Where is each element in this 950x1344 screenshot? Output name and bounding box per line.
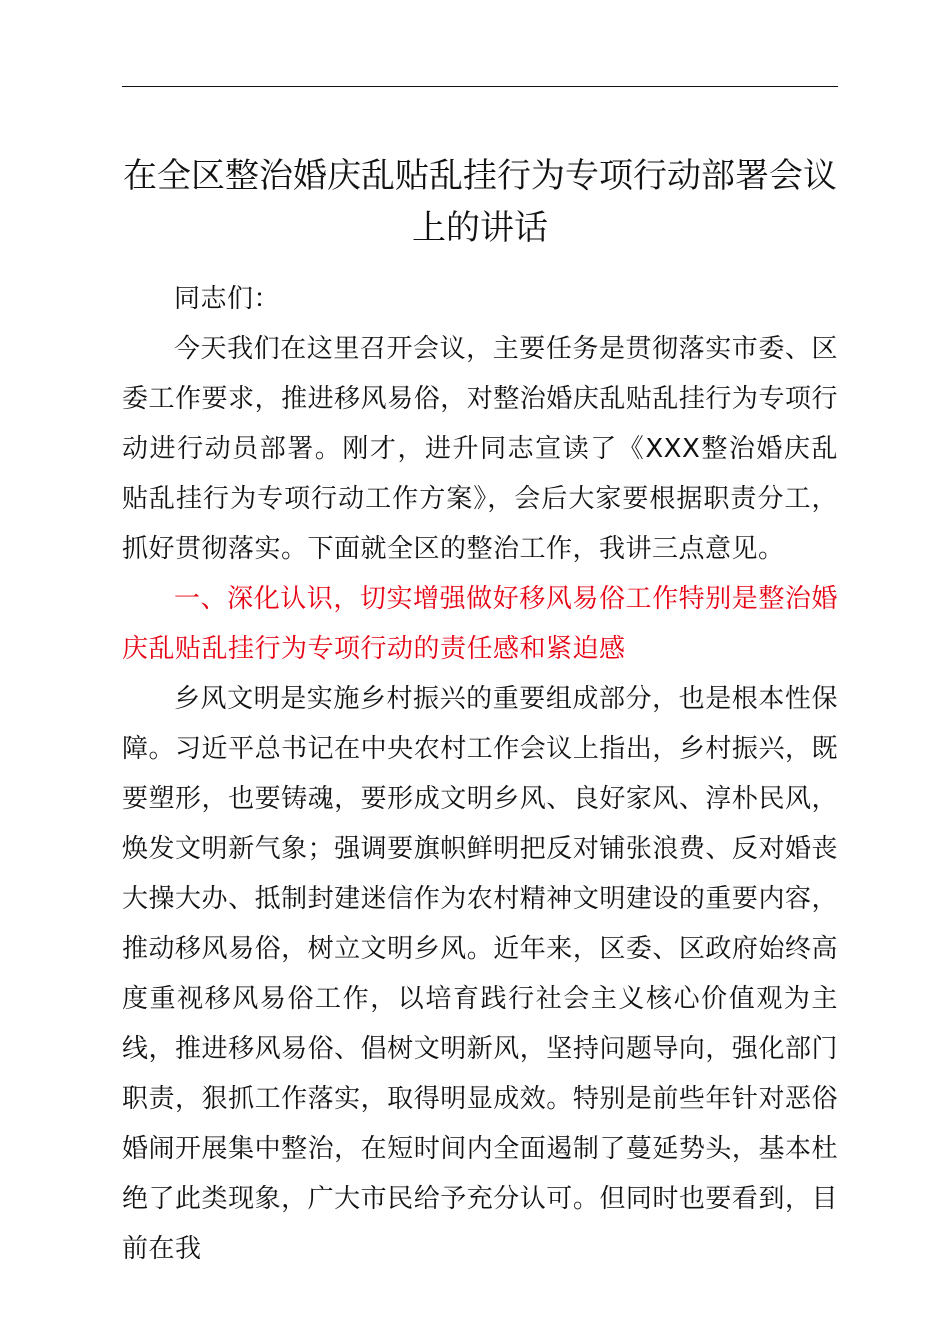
document-title: 在全区整治婚庆乱贴乱挂行为专项行动部署会议上的讲话: [123, 156, 837, 248]
document-body: [122, 274, 838, 1274]
greeting: 同志们：: [174, 284, 281, 314]
paragraph: 乡风文明是实施乡村振兴的重要组成部分，也是根本性保障。习近平总书记在中央农村工作会议上指出，乡村振兴，既要塑形，也要铸魂，要形成文明乡风、良好家风、淳朴民风，焕发文明新气象；强调要旗帜鲜明把反对铺张浪费、反对婚丧大操大办、抵制封建迷信作为农村精神文明建设的重要内容，推动移风易俗，树立文明乡风。近年来，区委、区政府始终高度重视移风易俗工作，以培育践行社会主义核心价值观为主线，推进移风易俗、倡树文明新风，坚持问题导向，强化部门职责，狠抓工作落实，取得明显成效。特别是前些年针对恶俗婚闹开展集中整治，在短时间内全面遏制了蔓延势头，基本杜绝了此类现象，广大市民给予充分认可。但同时也要看到，目前在我: [122, 684, 838, 1264]
header-rule: [122, 86, 838, 87]
paragraph: 今天我们在这里召开会议，主要任务是贯彻落实市委、区委工作要求，推进移风易俗，对整治婚庆乱贴乱挂行为专项行动进行动员部署。刚才，进升同志宣读了《XXX整治婚庆乱贴乱挂行为专项行动工作方案》，会后大家要根据职责分工，抓好贯彻落实。下面就全区的整治工作，我讲三点意见。: [122, 334, 838, 564]
section-heading: 一、深化认识，切实增强做好移风易俗工作特别是整治婚庆乱贴乱挂行为专项行动的责任感和紧迫感: [122, 584, 838, 664]
